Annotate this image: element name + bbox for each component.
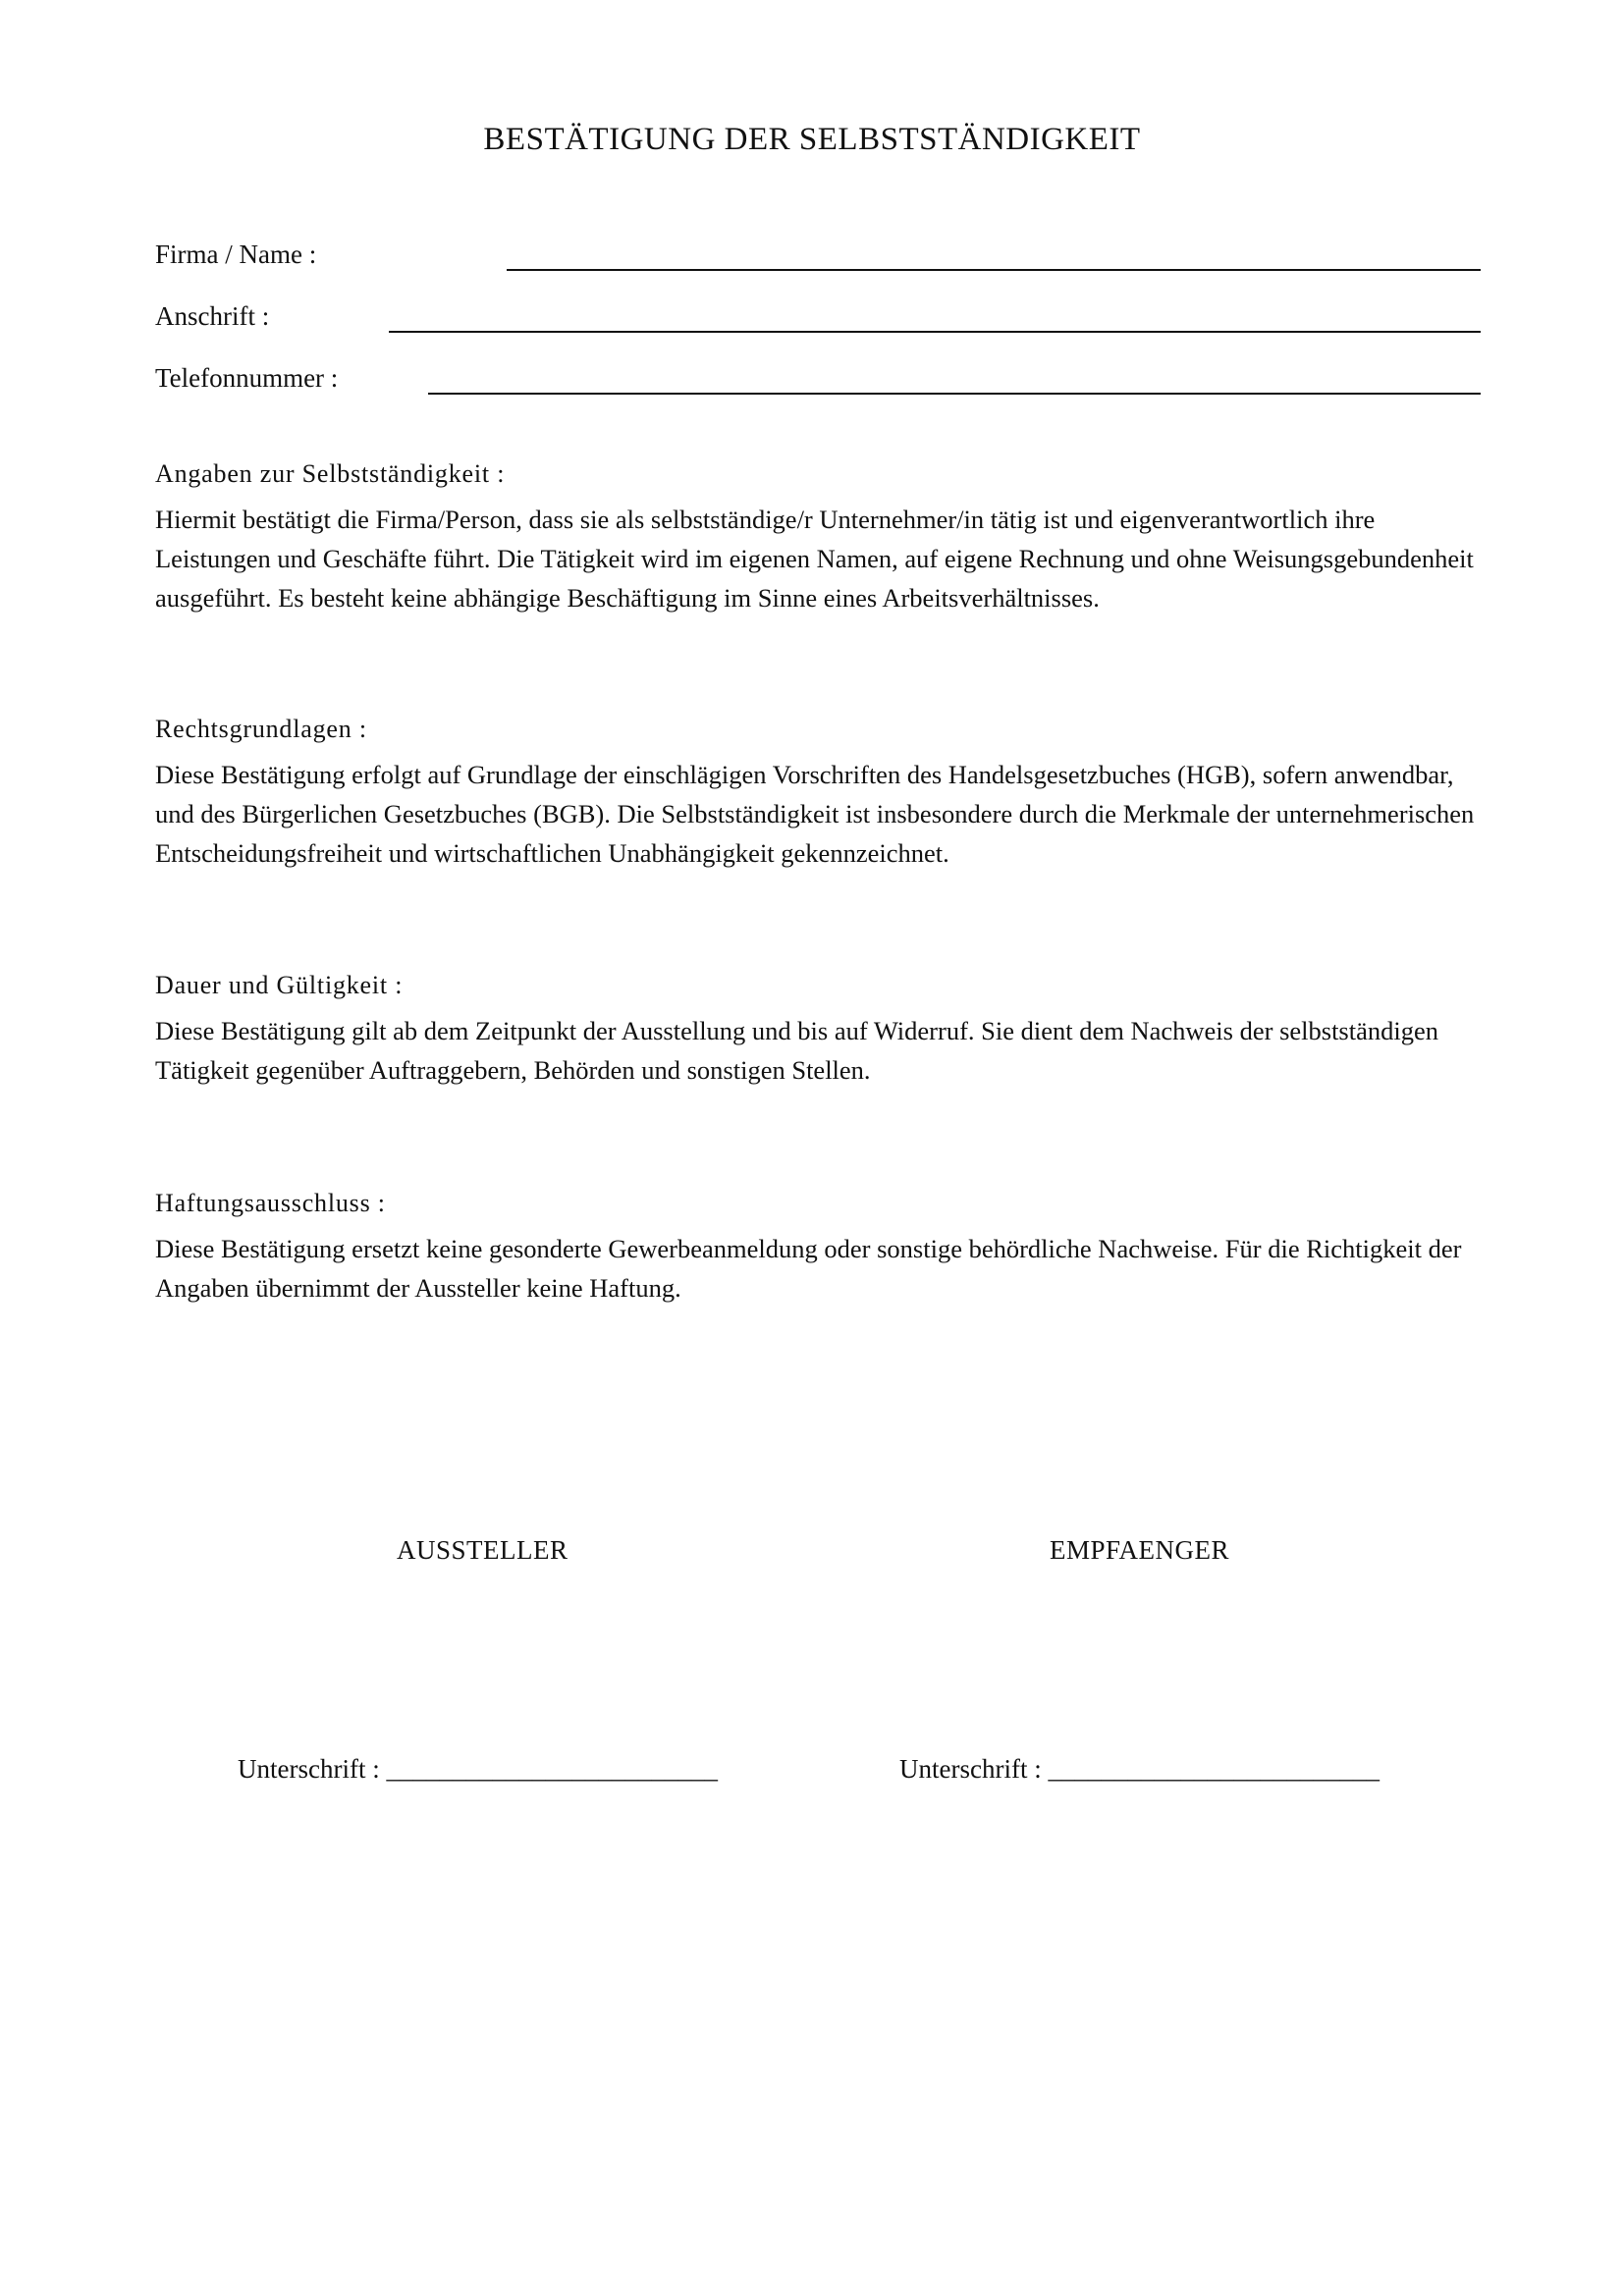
dauer-body: Diese Bestätigung gilt ab dem Zeitpunkt der Ausstellung und bis auf Widerruf. Sie dient dem Nachweis der selbstständigen Tätigkeit gegenüber Auftraggebern, Behörden und sonstigen Stellen.	[155, 1016, 1438, 1085]
aussteller-signature-field[interactable]: Unterschrift : _________________________	[238, 1754, 718, 1784]
rechtsgrundlagen-body: Diese Bestätigung erfolgt auf Grundlage der einschlägigen Vorschriften des Handelsgesetzbuches (HGB), sofern anwendbar, und des Bürgerlichen Gesetzbuches (BGB). Die Selbstständigkeit ist insbesondere durch die Merkmale der unternehmerischen Entscheidungsfreiheit und wirtschaftlichen Unabhängigkeit gekennzeichnet.	[155, 760, 1475, 868]
haftung-body: Diese Bestätigung ersetzt keine gesonderte Gewerbeanmeldung oder sonstige behördliche Nachweise. Für die Richtigkeit der Angaben übernimmt der Aussteller keine Haftung.	[155, 1234, 1462, 1303]
anschrift-line[interactable]	[389, 331, 1481, 333]
anschrift-label: Anschrift :	[155, 301, 270, 331]
dauer-heading: Dauer und Gültigkeit :	[155, 971, 404, 999]
angaben-heading: Angaben zur Selbstständigkeit :	[155, 459, 506, 488]
angaben-body: Hiermit bestätigt die Firma/Person, dass sie als selbstständige/r Unternehmer/in tätig ist und eigenverantwortlich ihre Leistungen und Geschäfte führt. Die Tätigkeit wird im eigenen Namen, auf eigene Rechnung und ohne Weisungsgebundenheit ausgeführt. Es besteht keine abhängige Beschäftigung im Sinne eines Arbeitsverhältnisses.	[155, 505, 1474, 613]
rechtsgrundlagen-heading: Rechtsgrundlagen :	[155, 715, 367, 743]
firma-name-line[interactable]	[507, 269, 1481, 271]
document-title: BESTÄTIGUNG DER SELBSTSTÄNDIGKEIT	[483, 122, 1141, 157]
telefonnummer-label: Telefonnummer :	[155, 363, 339, 393]
empfaenger-label: EMPFAENGER	[1050, 1535, 1230, 1565]
telefonnummer-line[interactable]	[428, 393, 1481, 395]
empfaenger-signature-field[interactable]: Unterschrift : _________________________	[899, 1754, 1380, 1784]
haftung-heading: Haftungsausschluss :	[155, 1189, 386, 1217]
aussteller-label: AUSSTELLER	[397, 1535, 568, 1565]
firma-name-label: Firma / Name :	[155, 240, 317, 269]
